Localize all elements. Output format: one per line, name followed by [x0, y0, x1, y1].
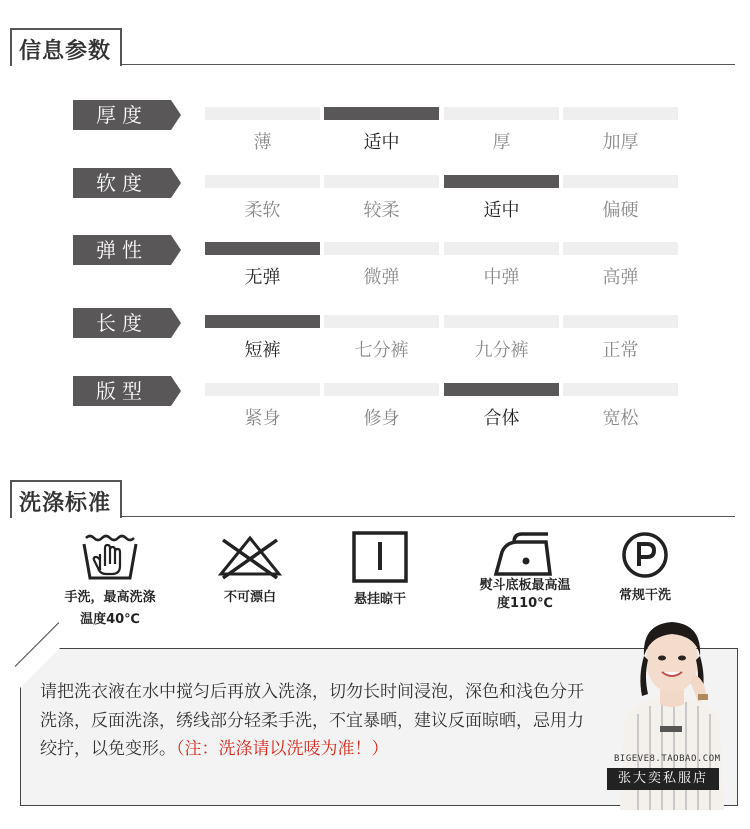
- scale-option-label: 加厚: [602, 132, 639, 153]
- hang-dry-icon: [351, 530, 409, 584]
- care-caption: 熨斗底板最高温: [479, 578, 571, 593]
- param-label: 厚度: [96, 103, 148, 127]
- scale-segment: [324, 175, 439, 188]
- scale-segment: [563, 175, 678, 188]
- scale-segment: [205, 175, 320, 188]
- scale-segment: [205, 383, 320, 396]
- param-label: 版型: [96, 379, 148, 403]
- param-label-tag: [73, 376, 181, 406]
- wash-section-header: [10, 480, 735, 520]
- param-row: [0, 235, 750, 295]
- param-label-tag: [73, 100, 181, 130]
- scale-segment: [324, 383, 439, 396]
- param-row: [0, 168, 750, 228]
- scale-option-label: 七分裤: [354, 340, 409, 361]
- scale-segment: [324, 315, 439, 328]
- info-section-header: [10, 28, 735, 68]
- scale-option-label: 柔软: [244, 200, 281, 221]
- scale-segment-selected: [324, 107, 439, 120]
- scale-option-label: 修身: [363, 408, 400, 429]
- param-label: 软度: [96, 171, 148, 195]
- param-row: [0, 376, 750, 436]
- care-item-iron: [455, 530, 595, 614]
- param-label-tag: [73, 308, 181, 338]
- no-bleach-icon: [215, 530, 285, 582]
- scale-segment: [444, 315, 559, 328]
- param-label: 弹性: [96, 238, 148, 262]
- care-caption: 常规干洗: [618, 588, 671, 603]
- info-section-title: 信息参数: [19, 39, 112, 64]
- scale-option-label: 无弹: [244, 267, 281, 288]
- param-row: [0, 308, 750, 368]
- scale-option-label: 紧身: [244, 408, 281, 429]
- care-item-hand-wash: [40, 530, 180, 630]
- shop-name-badge: 张大奕私服店: [607, 768, 719, 790]
- wash-section-title: 洗涤标准: [19, 491, 112, 516]
- param-label-tag: [73, 235, 181, 265]
- param-label: 长度: [96, 311, 148, 335]
- wash-note-text: [40, 678, 600, 764]
- scale-segment: [205, 107, 320, 120]
- wash-note-body: 请把洗衣液在水中搅匀后再放入洗涤，切勿长时间浸泡，深色和浅色分开洗涤，反面洗涤，绣线部分轻柔手洗，不宜暴晒，建议反面晾晒，忌用力绞拧，以免变形。: [40, 682, 584, 759]
- care-caption: 不可漂白: [223, 590, 276, 605]
- scale-option-label: 较柔: [363, 200, 400, 221]
- scale-option-label: 合体: [483, 408, 520, 429]
- scale-segment: [324, 242, 439, 255]
- scale-option-label: 适中: [363, 132, 400, 153]
- care-item-no-bleach: [180, 530, 320, 608]
- header-rule: [122, 516, 735, 517]
- shop-url: BIGEVE8.TAOBAO.COM: [614, 754, 721, 764]
- scale-segment-selected: [444, 383, 559, 396]
- scale-segment-selected: [205, 315, 320, 328]
- scale-segment: [444, 107, 559, 120]
- scale-option-label: 中弹: [483, 267, 520, 288]
- scale-segment: [563, 242, 678, 255]
- scale-option-label: 正常: [602, 340, 639, 361]
- care-caption: 手洗，最高洗涤: [64, 590, 156, 605]
- care-caption: 度110℃: [497, 596, 553, 611]
- hand-wash-icon: [80, 530, 140, 582]
- param-label-tag: [73, 168, 181, 198]
- care-item-dry-clean: [575, 530, 715, 606]
- scale-segment: [563, 107, 678, 120]
- param-row: [0, 100, 750, 160]
- scale-option-label: 高弹: [602, 267, 639, 288]
- scale-segment-selected: [205, 242, 320, 255]
- scale-option-label: 适中: [483, 200, 520, 221]
- scale-segment: [563, 315, 678, 328]
- scale-option-label: 短裤: [244, 340, 281, 361]
- scale-option-label: 厚: [492, 132, 511, 153]
- dry-clean-p-icon: [620, 530, 670, 580]
- care-caption: 温度40℃: [80, 612, 140, 627]
- scale-option-label: 九分裤: [474, 340, 529, 361]
- header-rule: [122, 64, 735, 65]
- scale-option-label: 薄: [253, 132, 272, 153]
- care-caption: 悬挂晾干: [353, 592, 406, 607]
- iron-icon: [490, 530, 560, 580]
- care-item-hang-dry: [310, 530, 450, 610]
- scale-option-label: 宽松: [602, 408, 639, 429]
- scale-option-label: 微弹: [363, 267, 400, 288]
- scale-segment-selected: [444, 175, 559, 188]
- scale-option-label: 偏硬: [602, 200, 639, 221]
- scale-segment: [563, 383, 678, 396]
- scale-segment: [444, 242, 559, 255]
- wash-note-warning: （注：洗涤请以洗唛为准！）: [176, 739, 389, 759]
